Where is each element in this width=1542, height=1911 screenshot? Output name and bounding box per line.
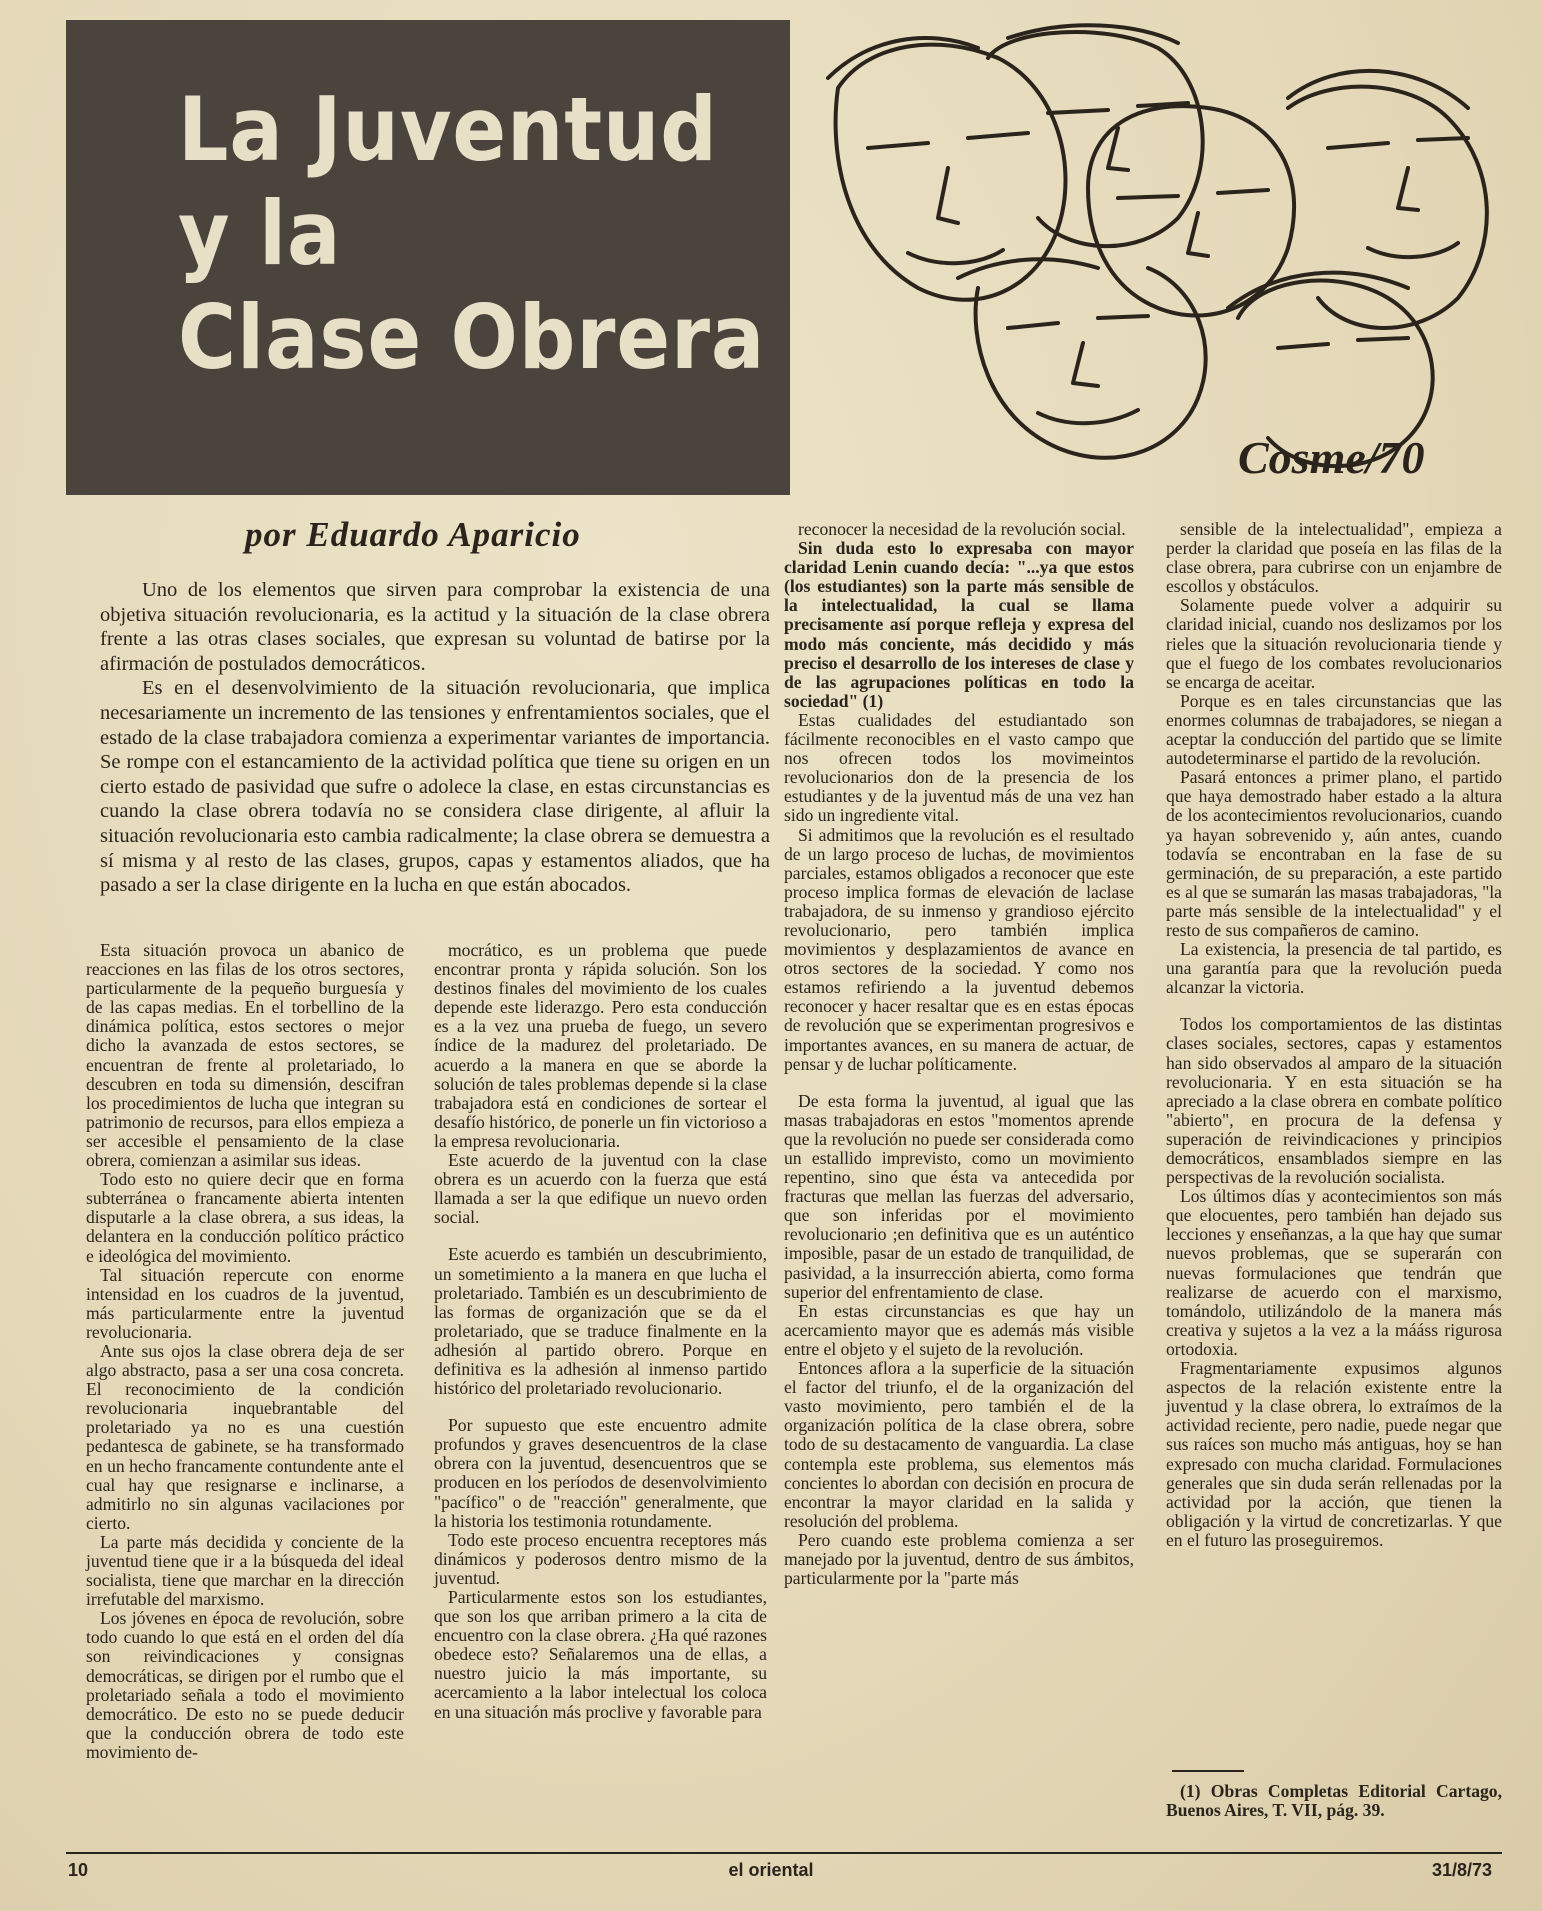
paragraph: Pero cuando este problema comienza a ser manejado por la juventud, dentro de sus ámbitos, particularmente por la "parte más: [784, 1529, 1134, 1589]
paragraph: Particularmente estos son los estudiantes, que son los que arriban primero a la cita de encuentro con la clase obrera. ¿Ha qué razones obedece esto? Señalaremos una de ellas, a nuestro juicio la más importante, su acercamiento a la labor intelectual los coloca en una situación más proclive y favorable para: [434, 1587, 767, 1722]
footnote-rule: [1172, 1770, 1244, 1772]
newspaper-name: el oriental: [728, 1860, 814, 1880]
column-1: [86, 941, 404, 1762]
paragraph: Solamente puede volver a adquirir su claridad inicial, cuando nos deslizamos por los rieles que la situación revolucionaria tiende y que el fuego de los combates revolucionarios se encarga de aceitar.: [1166, 595, 1502, 692]
illustration-signature: Cosme/70: [1238, 432, 1425, 483]
paragraph: Si admitimos que la revolución es el resultado de un largo proceso de luchas, de movimientos parciales, estamos obligados a reconocer que este proceso implica formas de elevación de laclase trabajadora, de su inmenso y grandioso ejército revolucionario, pero también implica movimientos y desplazamientos de avance en otros sectores de la sociedad. Y como nos estamos refiriendo a la juventud debemos reconocer y hacer resaltar que es en estas épocas de revolución que se experimentan progresivos e importantes avances, en su manera de actuar, de pensar y de luchar políticamente.: [784, 824, 1134, 1074]
paragraph: Pasará entonces a primer plano, el partido que haya demostrado haber estado a la altura de los acontecimientos revolucionarios, cuando ya hayan sobrevenido y, aún antes, cuando todavía se encontraban en la fase de su germinación, de su preparación, a este partido es al que se sumarán las masas trabajadoras, "la parte más sensible de la intelectualidad" y el resto de sus compañeros de camino.: [1166, 767, 1502, 940]
paragraph: Este acuerdo de la juventud con la clase obrera es un acuerdo con la fuerza que está llamada a ser la que edifique un nuevo orden social.: [434, 1150, 767, 1228]
paragraph: En estas circunstancias es que hay un acercamiento mayor que es además más visible entre el objeto y el sujeto de la revolución.: [784, 1300, 1134, 1359]
paragraph: Todo esto no quiere decir que en forma subterránea o francamente abierta intenten disputarle a la clase obrera, a sus ideas, la delantera en la conducción político práctico e ideológica del movimiento.: [86, 1169, 404, 1266]
footer-rule: [66, 1852, 1502, 1854]
paragraph: reconocer la necesidad de la revolución social.: [798, 519, 1126, 539]
paragraph: De esta forma la juventud, al igual que las masas trabajadoras en estos "momentos aprende que la revolución no puede ser considerada como un estallido imprevisto, como un movimiento repentino, sino que ésta va antecedida por fracturas que mellan las fuerzas del adversario, que son inferidas por el movimiento revolucionario ;en definitiva que es un auténtico imposible, pasar de un estado de tranquilidad, de pasividad, a la insurrección abierta, como forma superior del enfrentamiento de clase.: [784, 1090, 1134, 1302]
paragraph: La existencia, la presencia de tal partido, es una garantía para que la revolución pueda alcanzar la victoria.: [1166, 939, 1502, 998]
lenin-quote: Sin duda esto lo expresaba con mayor claridad Lenin cuando decía: "...ya que estos (los estudiantes) son la parte más sensible de la intelectualidad, la cual se llama precisamente así porque refleja y expresa del modo más conciente, más decidido y más preciso el desarrollo de los intereses de clase y de las agrupaciones políticas en todo la sociedad" (1): [784, 538, 1134, 711]
footnote-text: (1) Obras Completas Editorial Cartago, Buenos Aires, T. VII, pág. 39.: [1166, 1781, 1502, 1821]
paragraph: Esta situación provoca un abanico de reacciones en las filas de los otros sectores, particularmente de la pequeño burguesía y de las capas medias. En el torbellino de la dinámica política, estos sectores o mejor dicho la avanzada de estos sectores, se encuentran de frente al proletariado, lo descubren en toda su dimensión, descifran los procedimientos de lucha que integran su patrimonio de recursos, para ellos empieza a ser accesible el pensamiento de la clase obrera, comienzan a asimilar sus ideas.: [86, 940, 404, 1171]
paragraph: mocrático, es un problema que puede encontrar pronta y rápida solución. Son los destinos finales del movimiento de los cuales depende este liderazgo. Pero esta conducción es a la vez una prueba de fuego, un severo índice de la madurez del proletariado. De acuerdo a la manera en que se aborde la solución de tales problemas depende si la clase trabajadora está en condiciones de sortear el desafío histórico, de ponerle un fin victorioso a la empresa revolucionaria.: [434, 940, 767, 1151]
paragraph: Este acuerdo es también un descubrimiento, un sometimiento a la manera en que lucha el proletariado. También es un descubrimiento de las formas de organización que se da el proletariado, que se traduce finalmente en la adhesión al partido obrero. Porque en definitiva es la adhesión al inmenso partido histórico del proletariado revolucionario.: [434, 1244, 767, 1399]
faces-illustration: [808, 18, 1508, 496]
paragraph: sensible de la intelectualidad", empieza a perder la claridad que poseía en las filas de la clase obrera, para cubrirse con un enjambre de escollos y obstáculos.: [1166, 519, 1502, 597]
page-number: 10: [68, 1860, 89, 1880]
paragraph: Tal situación repercute con enorme intensidad en los cuadros de la juventud, más particularmente entre la juventud revolucionaria.: [86, 1264, 404, 1342]
paragraph: Por supuesto que este encuentro admite profundos y graves desencuentros de la clase obrera con la juventud, desencuentros que se producen en los períodos de desenvolvimiento "pacífico" o de "reacción" generalmente, que la historia los testimonia rotundamente.: [434, 1415, 767, 1531]
paragraph: Los últimos días y acontecimientos son más que elocuentes, pero también han dejado sus lecciones y enseñanzas, a la que hay que sumar nuevos problemas, que se superarán con nuevas formulaciones que tendrán que realizarse de acuerdo con el marxismo, tomándolo, utilizándolo de la manera más creativa y sujetos a la vez a la mááss rigurosa ortodoxia.: [1166, 1186, 1502, 1359]
byline: por Eduardo Aparicio: [245, 515, 581, 554]
title-line-1: La Juventud: [178, 78, 718, 181]
paragraph: Estas cualidades del estudiantado son fácilmente reconocibles en el vasto campo que nos ofrecen todos los movimeintos revolucionarios don de la presencia de los estudiantes y de la juventud más de una vez han sido un ingrediente vital.: [784, 709, 1134, 826]
paragraph: Fragmentariamente expusimos algunos aspectos de la relación existente entre la juventud y la clase obrera, lo extraímos de la actividad reciente, pero nadie, puede negar que sus raíces son mucho más antiguas, hoy se han expresado con mucha claridad. Formulaciones generales que sin duda serán rellenadas por la actividad por la acción, que tienen la obligación y la virtud de concretizarlas. Y que en el futuro las proseguiremos.: [1166, 1358, 1502, 1550]
paragraph: Todos los comportamientos de las distintas clases sociales, sectores, capas y estamentos han sido observados al amparo de la situación revolucionaria. Y en esta situación se ha apreciado a la clase obrera en combate político "abierto", en procura de la defensa y superación de reivindicaciones y principios democráticos, ensamblados siempre en las perspectivas de la revolución socialista.: [1166, 1014, 1502, 1188]
title-box: [66, 20, 790, 495]
lead-paragraph: Uno de los elementos que sirven para comprobar la existencia de una objetiva situación revolucionaria, es la actitud y la situación de la clase obrera frente a las otras clases sociales, que expresan su voluntad de batirse por la afirmación de postulados democráticos.: [100, 579, 770, 675]
column-2: [434, 941, 767, 1722]
paragraph: Todo este proceso encuentra receptores más dinámicos y poderosos dentro mismo de la juventud.: [434, 1529, 767, 1588]
title-line-2: y la: [178, 182, 342, 285]
footnote: [1166, 1782, 1502, 1820]
lead-paragraph: Es en el desenvolvimiento de la situación revolucionaria, que implica necesariamente un incremento de las tensiones y enfrentamientos sociales, que el estado de la clase trabajadora comienza a experimentar variantes de importancia. Se rompe con el estancamiento de la actividad política que tiene su origen en un cierto estado de pasividad que sufre o adolece la clase, en estas circunstancias es cuando la clase obrera todavía no se considera clase dirigente, al afluir la situación revolucionaria esto cambia radicalmente; la clase obrera se demuestra a sí misma y al resto de las clases, grupos, capas y estamentos aliados, que ha pasado a ser la clase dirigente en la lucha en que están abocados.: [100, 677, 770, 897]
paragraph: Porque es en tales circunstancias que las enormes columnas de trabajadores, se niegan a aceptar la conducción del partido que se limite autodeterminarse el partido de la revolución.: [1166, 690, 1502, 769]
lead-paragraphs: [100, 578, 770, 898]
column-3: [784, 520, 1134, 1588]
paragraph: Ante sus ojos la clase obrera deja de ser algo abstracto, pasa a ser una cosa concreta. El reconocimiento de la condición revolucionaria inquebrantable del proletariado ya no es una cuestión pedantesca de gabinete, se ha transformado en un hecho francamente contundente ante el cual hay que resignarse e inclinarse, a admitirlo no sin algunas vacilaciones por cierto.: [86, 1340, 404, 1533]
issue-date: 31/8/73: [1431, 1860, 1492, 1880]
paragraph: Entonces aflora a la superficie de la situación el factor del triunfo, el de la organización del vasto movimiento, pero también el de la organización política de la clase obrera, sobre todo de su destacamento de vanguardia. La clase contempla este problema, sus elementos más concientes lo abordan con decisión en procura de encontrar la mayor claridad en la salida y resolución del problema.: [784, 1358, 1134, 1531]
paragraph: Los jóvenes en época de revolución, sobre todo cuando lo que está en el orden del día son reivindicaciones y consignas democráticas, se dirigen por el rumbo que el proletariado señala a todo el movimiento democrático. De esto no se puede deducir que la conducción obrera de todo este movimiento de-: [86, 1608, 404, 1762]
column-4: [1166, 520, 1502, 1550]
paragraph: La parte más decidida y conciente de la juventud tiene que ir a la búsqueda del ideal socialista, tiene que marchar en la dirección irrefutable del marxismo.: [86, 1531, 404, 1610]
title-line-3: Clase Obrera: [178, 286, 766, 389]
